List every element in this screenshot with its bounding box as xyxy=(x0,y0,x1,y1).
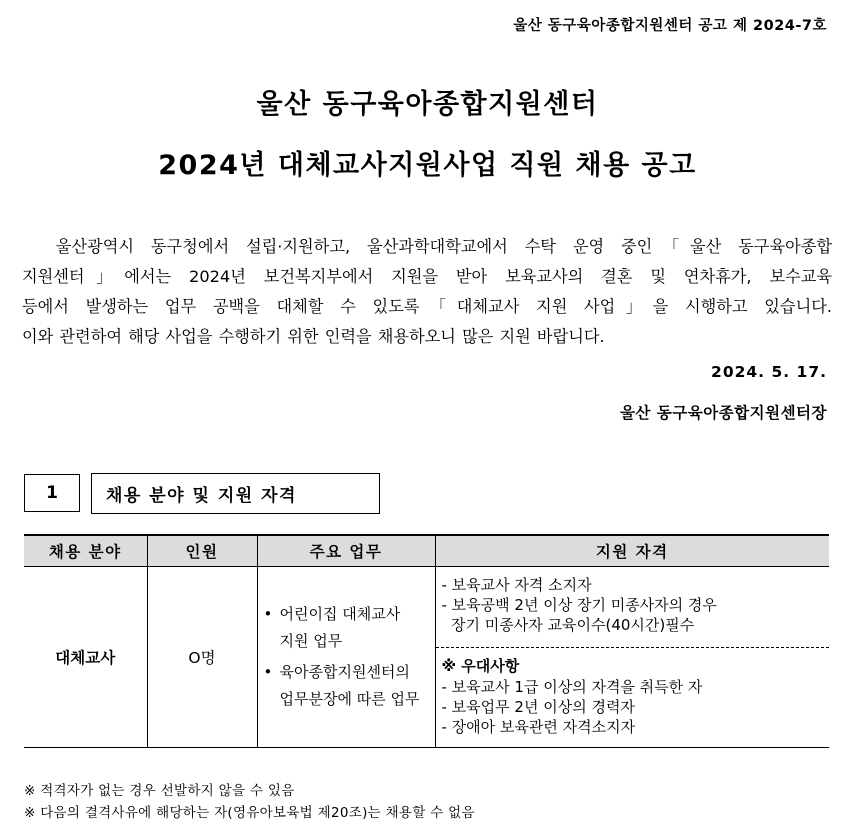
footnote-no-qualified: ※ 적격자가 없는 경우 선발하지 않을 수 있음 xyxy=(24,783,295,799)
intro-paragraph xyxy=(22,232,832,352)
cell-field: 대체교사 xyxy=(24,567,147,748)
header-field: 채용 분야 xyxy=(24,535,147,567)
header-count: 인원 xyxy=(147,535,257,567)
table-row xyxy=(24,567,829,748)
bullet-icon: • xyxy=(263,605,273,623)
duty-item xyxy=(264,601,431,655)
intro-line-3: 등에서 발생하는 업무 공백을 대체할 수 있도록「대체교사 지원 사업」을 시행하고 있습니다. xyxy=(22,297,832,316)
preferred-title: ※ 우대사항 xyxy=(441,657,520,675)
preferred-item: - 보육교사 1급 이상의 자격을 취득한 자 xyxy=(441,678,703,696)
section-number: 1 xyxy=(24,474,80,512)
signer: 울산 동구육아종합지원센터장 xyxy=(619,404,827,422)
requirement-item: - 보육교사 자격 소지자 xyxy=(441,576,592,594)
intro-line-2: 지원센터」에서는 2024년 보건복지부에서 지원을 받아 보육교사의 결혼 및 연차휴가, 보수교육 xyxy=(22,267,832,286)
header-qualifications: 지원 자격 xyxy=(435,535,829,567)
intro-line-1: 울산광역시 동구청에서 설립·지원하고, 울산과학대학교에서 수탁 운영 중인「울산 동구육아종합 xyxy=(22,237,832,256)
requirement-item: 장기 미종사자 교육이수(40시간)필수 xyxy=(441,616,695,634)
duty-text: 어린이집 대체교사 지원 업무 xyxy=(279,605,401,650)
preferred-item: - 장애아 보육관련 자격소지자 xyxy=(441,718,636,736)
footnote-disqualification: ※ 다음의 결격사유에 해당하는 자(영유아보육법 제20조)는 채용할 수 없음 xyxy=(24,805,475,821)
table-header-row xyxy=(24,535,829,567)
preferred-block xyxy=(436,648,830,747)
cell-qualifications xyxy=(435,567,829,748)
intro-line-4: 이와 관련하여 해당 사업을 수행하기 위한 인력을 채용하오니 많은 지원 바랍니다. xyxy=(22,327,605,346)
page-title-organization: 울산 동구육아종합지원센터 xyxy=(256,89,599,120)
preferred-item: - 보육업무 2년 이상의 경력자 xyxy=(441,698,635,716)
cell-count: O명 xyxy=(147,567,257,748)
duty-text: 육아종합지원센터의 업무분장에 따른 업무 xyxy=(279,663,420,708)
section-title: 채용 분야 및 지원 자격 xyxy=(91,473,380,514)
requirements-block xyxy=(436,567,830,648)
duty-item xyxy=(264,659,431,713)
notice-number: 울산 동구육아종합지원센터 공고 제 2024-7호 xyxy=(513,18,827,34)
requirement-item: - 보육공백 2년 이상 장기 미종사자의 경우 xyxy=(441,596,717,614)
recruitment-table xyxy=(24,534,829,748)
announcement-date: 2024. 5. 17. xyxy=(711,363,827,381)
header-duties: 주요 업무 xyxy=(257,535,435,567)
cell-duties xyxy=(257,567,435,748)
bullet-icon: • xyxy=(263,663,273,681)
page-title-announcement: 2024년 대체교사지원사업 직원 채용 공고 xyxy=(158,150,697,181)
